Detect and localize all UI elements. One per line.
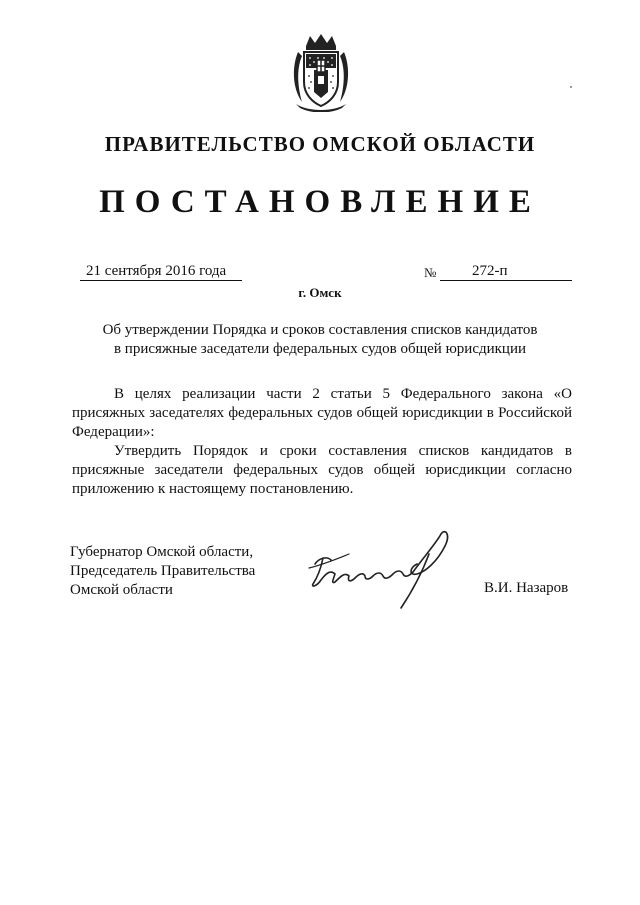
body-paragraph-2: Утвердить Порядок и сроки составления списков кандидатов в присяжные заседатели федеральных судов общей юрисдикции согласно приложению к настоящему постановлению.: [72, 443, 572, 497]
handwritten-signature: [305, 528, 455, 613]
signatory-title: [70, 543, 255, 600]
signatory-title-line-2: Председатель Правительства: [70, 563, 256, 579]
signatory-title-line-1: Губернатор Омской области,: [70, 544, 254, 560]
organization-title: ПРАВИТЕЛЬСТВО ОМСКОЙ ОБЛАСТИ: [104, 132, 536, 156]
subject-line-2: в присяжные заседатели федеральных судов общей юрисдикции: [113, 341, 527, 357]
document-date: 21 сентября 2016 года: [80, 262, 242, 281]
document-type-title: ПОСТАНОВЛЕНИЕ: [99, 184, 541, 220]
document-subject: [70, 321, 570, 359]
scan-speck: [570, 86, 572, 88]
body-paragraph-1: В целях реализации части 2 статьи 5 Федерального закона «О присяжных заседателях федеральных судов общей юрисдикции в Российской Федерации»:: [72, 386, 572, 440]
subject-line-1: Об утверждении Порядка и сроков составления списков кандидатов: [102, 322, 538, 338]
signatory-title-line-3: Омской области: [70, 582, 173, 598]
number-sign: №: [424, 265, 437, 280]
signatory-name: В.И. Назаров: [484, 580, 569, 596]
document-body: [72, 385, 572, 499]
coat-of-arms-emblem: [290, 32, 352, 112]
city-label: г. Омск: [298, 285, 342, 300]
document-number: 272-п: [440, 262, 572, 281]
